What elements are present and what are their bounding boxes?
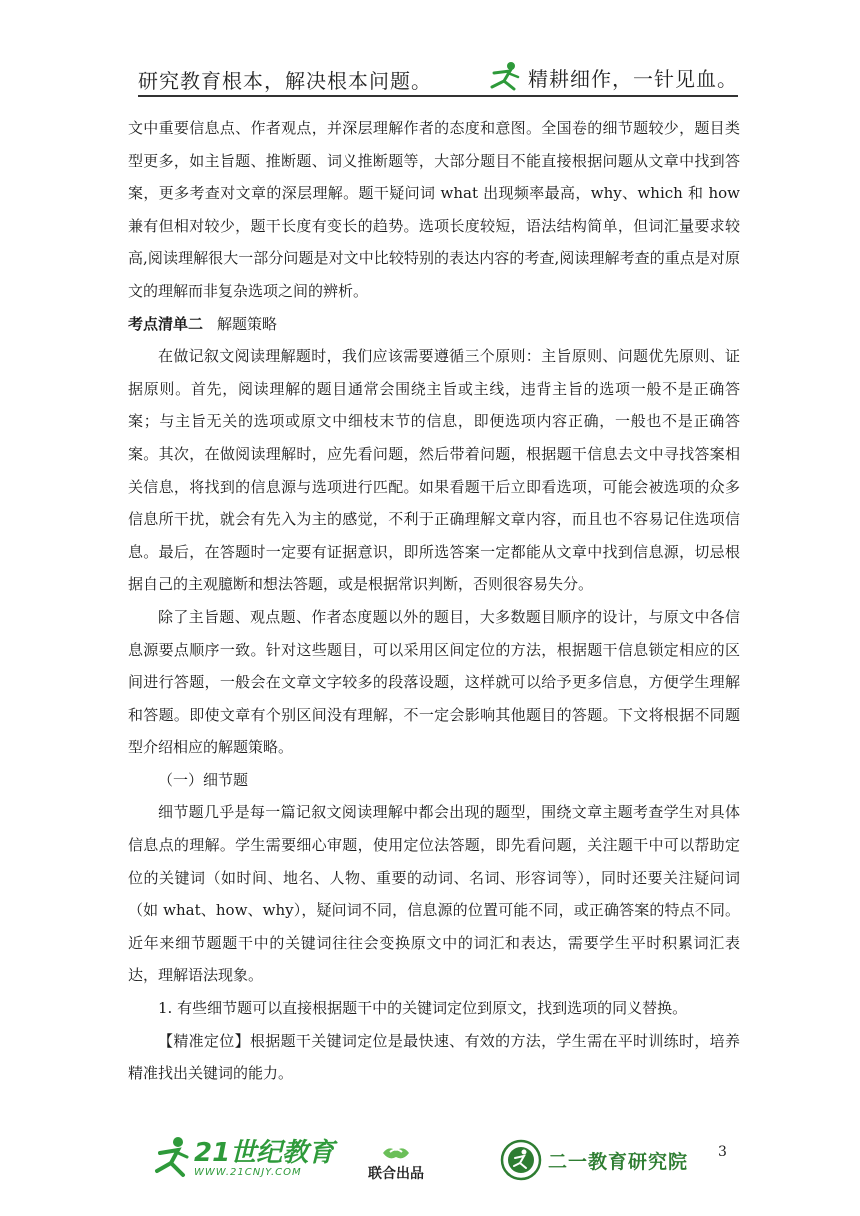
paragraph-5: 1. 有些细节题可以直接根据题干中的关键词定位到原文，找到选项的同义替换。 xyxy=(158,999,688,1018)
institute-emblem-icon xyxy=(500,1139,542,1181)
paragraph-4: 细节题几乎是每一篇记叙文阅读理解中都会出现的题型，围绕文章主题考查学生对具体信息点的理解。学生需要细心审题，使用定位法答题，即先看问题，关注题干中可以帮助定位的关键词（如时间、地名、人物、重要的动词、名词、形容词等），同时还要关注疑问词（如 what、how、why），疑问词不同，信息源的位置可能不同，或正确答案的特点不同。近年来细节题题干中的关键词往往会变换原文中的词汇和表达，需要学生平时积累词汇表达，理解语法现象。 xyxy=(128,803,740,985)
institute-logo xyxy=(500,1139,688,1181)
brand-logo xyxy=(152,1135,334,1181)
header-slogan-right: 精耕细作，一针见血。 xyxy=(528,66,738,91)
document-body xyxy=(128,112,740,1090)
runner-logo-icon xyxy=(484,61,524,93)
institute-name: 二一教育研究院 xyxy=(548,1150,689,1173)
joint-production xyxy=(368,1141,424,1183)
page-number: 3 xyxy=(718,1144,727,1160)
runner-logo-icon xyxy=(152,1135,192,1181)
section-label: 考点清单二 xyxy=(128,314,204,333)
header-slogan-right-group xyxy=(484,61,738,93)
paragraph-6: 【精准定位】根据题干关键词定位是最快速、有效的方法，学生需在平时训练时，培养精准找出关键词的能力。 xyxy=(128,1031,740,1083)
handshake-icon xyxy=(381,1141,411,1163)
paragraph-1: 文中重要信息点、作者观点，并深层理解作者的态度和意图。全国卷的细节题较少，题目类型更多，如主旨题、推断题、词义推断题等，大部分题目不能直接根据问题从文章中找到答案，更多考查对文章的深层理解。题干疑问词 what 出现频率最高，why、which 和 how 兼有但相对较少，题干长度有变长的趋势。选项长度较短，语法结构简单，但词汇量要求较高,阅读理解很大一部分问题是对文中比较特别的表达内容的考查,阅读理解考查的重点是对原文的理解而非复杂选项之间的辨析。 xyxy=(128,119,740,300)
section-heading xyxy=(128,308,740,341)
joint-label: 联合出品 xyxy=(368,1166,424,1182)
header-divider xyxy=(138,95,738,97)
paragraph-3: 除了主旨题、观点题、作者态度题以外的题目，大多数题目顺序的设计，与原文中各信息源要点顺序一致。针对这些题目，可以采用区间定位的方法，根据题干信息锁定相应的区间进行答题，一般会在文章文字较多的段落设题，这样就可以给予更多信息，方便学生理解和答题。即使文章有个别区间没有理解，不一定会影响其他题目的答题。下文将根据不同题型介绍相应的解题策略。 xyxy=(128,607,740,757)
sub-heading: （一）细节题 xyxy=(158,770,249,789)
header-slogan-left: 研究教育根本，解决根本问题。 xyxy=(138,69,432,93)
brand-name: 21世纪教育 xyxy=(194,1137,335,1168)
page-header xyxy=(138,55,738,99)
page-footer xyxy=(140,1135,740,1195)
brand-url: WWW.21CNJY.COM xyxy=(194,1166,302,1178)
paragraph-2: 在做记叙文阅读理解题时，我们应该需要遵循三个原则：主旨原则、问题优先原则、证据原则。首先，阅读理解的题目通常会围绕主旨或主线，违背主旨的选项一般不是正确答案；与主旨无关的选项或原文中细枝末节的信息，即便选项内容正确，一般也不是正确答案。其次，在做阅读理解时，应先看问题，然后带着问题，根据题干信息去文中寻找答案相关信息，将找到的信息源与选项进行匹配。如果看题干后立即看选项，可能会被选项的众多信息所干扰，就会有先入为主的感觉，不利于正确理解文章内容，而且也不容易记住选项信息。最后，在答题时一定要有证据意识，即所选答案一定都能从文章中找到信息源，切忌根据自己的主观臆断和想法答题，或是根据常识判断，否则很容易失分。 xyxy=(128,347,740,594)
section-title: 解题策略 xyxy=(217,314,278,333)
